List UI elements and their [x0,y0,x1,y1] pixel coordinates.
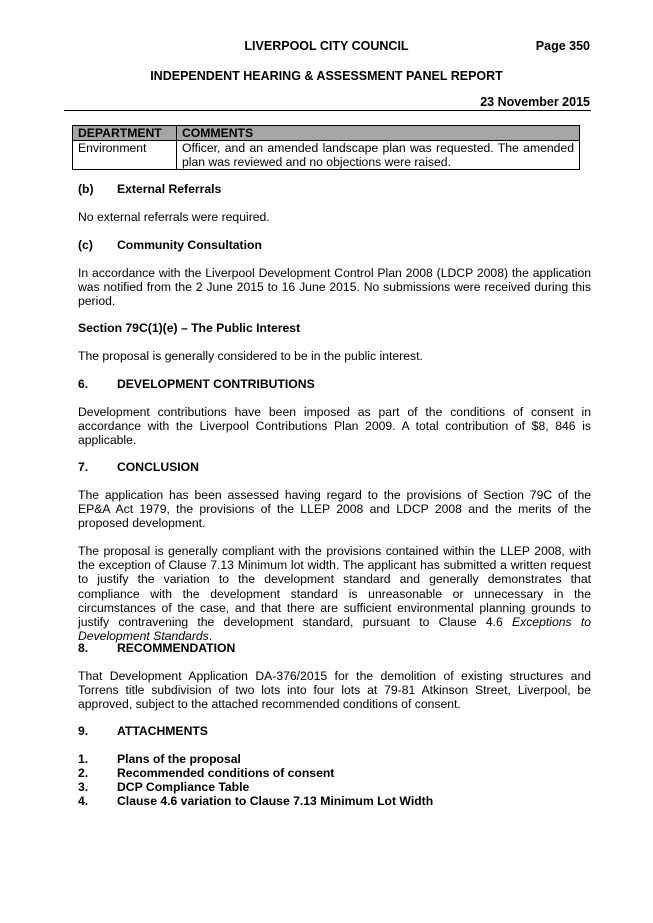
public-interest-heading: Section 79C(1)(e) – The Public Interest [78,321,301,335]
report-title: INDEPENDENT HEARING & ASSESSMENT PANEL REPORT [150,69,503,83]
page-number: Page 350 [535,39,590,53]
header-divider [64,110,591,111]
item-label: Clause 4.6 variation to Clause 7.13 Minimum Lot Width [117,794,434,808]
section-7-text-2 [78,544,591,643]
section-number: 7. [78,460,89,474]
item-label: Recommended conditions of consent [117,766,335,780]
clause-reference: Exceptions to Development Standards [78,615,591,644]
section-c-text: In accordance with the Liverpool Development Control Plan 2008 (LDCP 2008) the application was notified from the 2 June 2015 to 16 June 2015. No submissions were received during this period. [78,266,591,309]
section-c-heading [78,238,591,252]
column-header-department: DEPARTMENT [73,126,177,141]
table-header-row [73,126,580,141]
section-b-heading [78,182,591,196]
report-date: 23 November 2015 [480,95,590,109]
section-9-heading [78,724,591,738]
section-number: 8. [78,641,89,655]
section-6-heading [78,377,591,391]
conclusion-body: The proposal is generally compliant with the provisions contained within the LLEP 2008, with the exception of Clause 7.13 Minimum lot width. The applicant has submitted a written request to justify the variation to the development standard and generally demonstrates that compliance with the development standard is unreasonable or unnecessary in the circumstances of the case, and that there are sufficient environmental planning grounds to justify contravening the development standard, pursuant to Clause 4.6 [78,544,591,630]
section-7-heading [78,460,591,474]
section-b-text: No external referrals were required. [78,210,270,224]
list-item [78,794,433,808]
item-number: 1. [78,752,89,766]
public-interest-text: The proposal is generally considered to be in the public interest. [78,349,423,363]
section-title: DEVELOPMENT CONTRIBUTIONS [117,377,315,391]
item-label: DCP Compliance Table [117,780,250,794]
item-number: 4. [78,794,89,808]
section-title: External Referrals [117,182,222,196]
list-item [78,780,249,794]
department-cell: Environment [73,141,177,170]
department-comments-table [72,125,580,170]
section-8-heading [78,641,591,655]
item-number: 2. [78,766,89,780]
section-title: CONCLUSION [117,460,199,474]
section-7-text-1: The application has been assessed having regard to the provisions of Section 79C of the EP&A Act 1979, the provisions of the LLEP 2008 and LDCP 2008 and the merits of the proposed development. [78,488,591,531]
council-name: LIVERPOOL CITY COUNCIL [244,39,409,53]
comment-cell: Officer, and an amended landscape plan was requested. The amended plan was reviewed and no objections were raised. [177,141,580,170]
sentence-end: . [208,629,213,644]
list-item [78,766,334,780]
section-title: RECOMMENDATION [117,641,236,655]
item-number: 3. [78,780,89,794]
section-8-text: That Development Application DA-376/2015 for the demolition of existing structures and Torrens title subdivision of two lots into four lots at 79-81 Atkinson Street, Liverpool, be approved, subject to the attached recommended conditions of consent. [78,669,591,712]
section-number: (b) [78,182,94,196]
column-header-comments: COMMENTS [177,126,580,141]
section-number: 9. [78,724,89,738]
list-item [78,752,241,766]
table-row [73,141,580,170]
item-label: Plans of the proposal [117,752,241,766]
section-6-text: Development contributions have been imposed as part of the conditions of consent in accordance with the Liverpool Contributions Plan 2009. A total contribution of $8, 846 is applicable. [78,405,591,448]
section-number: 6. [78,377,89,391]
section-title: ATTACHMENTS [117,724,208,738]
section-title: Community Consultation [117,238,262,252]
section-number: (c) [78,238,93,252]
